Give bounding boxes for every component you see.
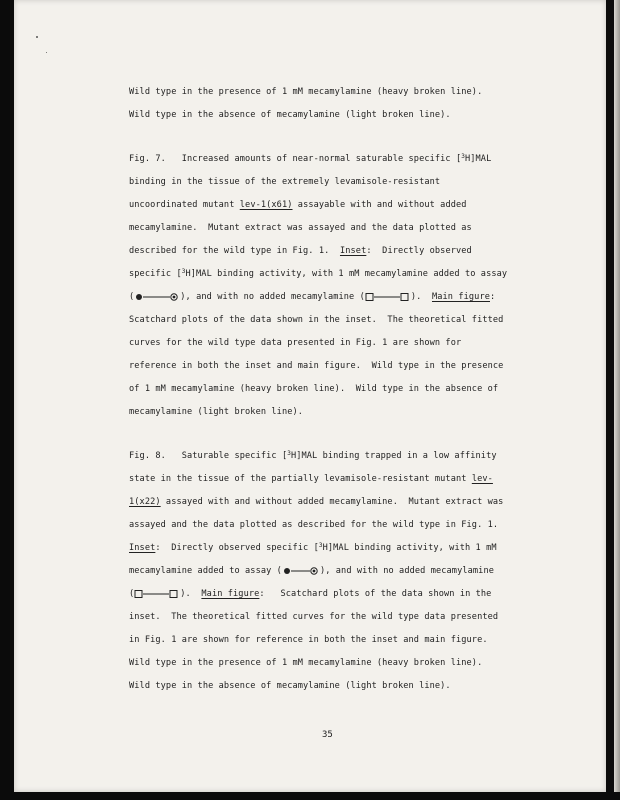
fig7-caption-line: ( ), and with no added mecamylamine ( ). Main figure: bbox=[129, 292, 496, 302]
dust-speck bbox=[36, 36, 38, 38]
fig7-caption-line: specific [$^3$H]MAL binding activity, with 1 mM mecamylamine added to assay bbox=[129, 268, 508, 279]
dust-speck bbox=[46, 52, 47, 53]
fig8-caption-line: Wild type in the presence of 1 mM mecamylamine (heavy broken line). bbox=[129, 658, 483, 668]
fig8-caption-line: Wild type in the absence of mecamylamine (light broken line). bbox=[129, 681, 451, 691]
filled-circle-line-symbol bbox=[134, 292, 180, 302]
filled-circle-line-symbol bbox=[282, 566, 320, 576]
fig8-caption-line: mecamylamine added to assay ( ), and with no added mecamylamine bbox=[129, 566, 494, 576]
fig7-caption-line: curves for the wild type data presented in Fig. 1 are shown for bbox=[129, 338, 462, 348]
inset-label: Inset bbox=[339, 246, 367, 256]
fig7-caption-line: reference in both the inset and main figure. Wild type in the presence bbox=[129, 361, 504, 371]
fig7-caption-line: Fig. 7. Increased amounts of near-normal saturable specific [$^3$H]MAL bbox=[129, 153, 492, 164]
inset-label: Inset bbox=[129, 543, 156, 553]
fig7-caption-line: of 1 mM mecamylamine (heavy broken line). Wild type in the absence of bbox=[129, 384, 499, 394]
mutant-name: 1(x22) bbox=[129, 497, 161, 507]
fig7-caption-line: mecamylamine. Mutant extract was assayed and the data plotted as bbox=[129, 223, 472, 233]
fig7-caption-line: mecamylamine (light broken line). bbox=[129, 407, 304, 417]
fig7-caption-line: Scatchard plots of the data shown in the inset. The theoretical fitted bbox=[129, 315, 504, 325]
fig8-caption-line: in Fig. 1 are shown for reference in both the inset and main figure. bbox=[129, 635, 488, 645]
fig8-caption-line: Fig. 8. Saturable specific [$^3$H]MAL binding trapped in a low affinity bbox=[129, 450, 497, 461]
open-square-line-symbol bbox=[365, 292, 411, 302]
page-number: 35 bbox=[322, 730, 333, 740]
open-square-line-symbol bbox=[134, 589, 180, 599]
intro-line: Wild type in the absence of mecamylamine (light broken line). bbox=[129, 110, 451, 120]
fig8-caption-line: assayed and the data plotted as described for the wild type in Fig. 1. bbox=[129, 520, 499, 530]
fig7-caption-line: uncoordinated mutant lev-1(x61) assayable with and without added bbox=[129, 200, 467, 210]
fig8-caption-line: ( ). Main figure: Scatchard plots of the data shown in the bbox=[129, 589, 492, 599]
paper-edge bbox=[614, 0, 620, 792]
main-figure-label: Main figure bbox=[431, 292, 490, 302]
fig7-caption-line: binding in the tissue of the extremely levamisole-resistant bbox=[129, 177, 441, 187]
mutant-name: lev-1(x61) bbox=[239, 200, 293, 210]
intro-line: Wild type in the presence of 1 mM mecamylamine (heavy broken line). bbox=[129, 87, 483, 97]
fig8-caption-line: 1(x22) assayed with and without added mecamylamine. Mutant extract was bbox=[129, 497, 504, 507]
main-figure-label: Main figure bbox=[201, 589, 260, 599]
fig8-caption-line: state in the tissue of the partially levamisole-resistant mutant lev- bbox=[129, 474, 493, 484]
fig7-caption-line: described for the wild type in Fig. 1. Inset: Directly observed bbox=[129, 246, 472, 256]
fig8-caption-line: inset. The theoretical fitted curves for the wild type data presented bbox=[129, 612, 499, 622]
mutant-name: lev- bbox=[471, 474, 493, 484]
fig8-caption-line: Inset: Directly observed specific [$^3$H]MAL binding activity, with 1 mM bbox=[129, 542, 497, 553]
